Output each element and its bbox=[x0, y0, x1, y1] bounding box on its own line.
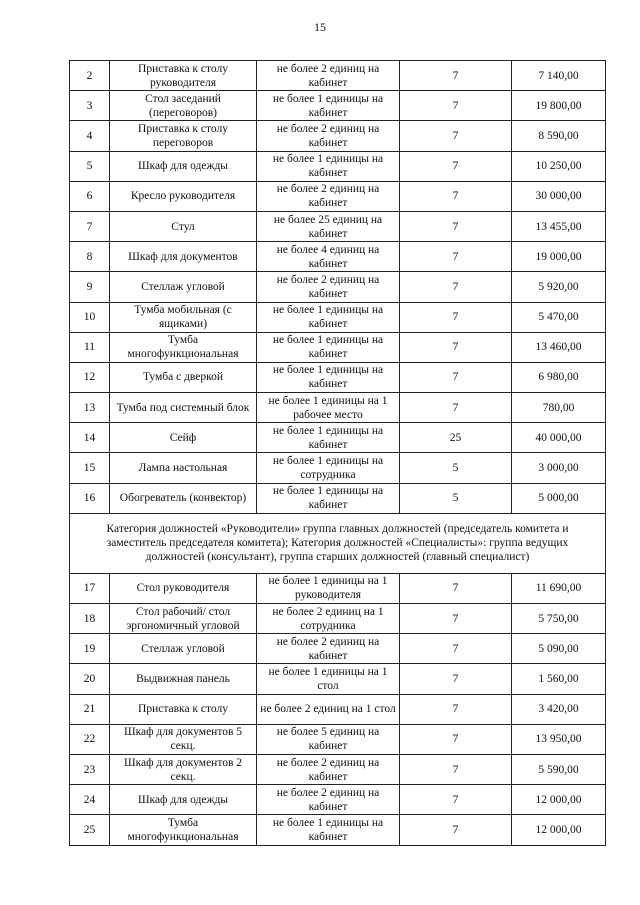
cell-price: 5 090,00 bbox=[512, 634, 606, 664]
table-row bbox=[70, 181, 606, 211]
cell-quantity-limit: не более 2 единиц на кабинет bbox=[257, 61, 400, 91]
cell-quantity-limit: не более 2 единиц на кабинет bbox=[257, 785, 400, 815]
cell-number: 2 bbox=[70, 61, 110, 91]
cell-number: 3 bbox=[70, 91, 110, 121]
category-section bbox=[70, 513, 606, 573]
cell-quantity-limit: не более 2 единиц на 1 сотрудника bbox=[257, 604, 400, 634]
cell-quantity-limit: не более 1 единицы на кабинет bbox=[257, 332, 400, 362]
table-row bbox=[70, 91, 606, 121]
table-row bbox=[70, 332, 606, 362]
cell-service-years: 7 bbox=[400, 785, 512, 815]
cell-price: 5 470,00 bbox=[512, 302, 606, 332]
table-row bbox=[70, 151, 606, 181]
cell-quantity-limit: не более 2 единиц на кабинет bbox=[257, 121, 400, 151]
cell-item-name: Тумба многофункциональная bbox=[110, 332, 257, 362]
table-row bbox=[70, 121, 606, 151]
cell-quantity-limit: не более 1 единицы на 1 руководителя bbox=[257, 573, 400, 603]
cell-number: 18 bbox=[70, 604, 110, 634]
cell-price: 3 420,00 bbox=[512, 694, 606, 724]
cell-service-years: 7 bbox=[400, 634, 512, 664]
cell-price: 5 590,00 bbox=[512, 754, 606, 784]
cell-price: 12 000,00 bbox=[512, 785, 606, 815]
cell-quantity-limit: не более 1 единицы на кабинет bbox=[257, 302, 400, 332]
cell-quantity-limit: не более 1 единицы на сотрудника bbox=[257, 453, 400, 483]
table-row bbox=[70, 664, 606, 694]
cell-price: 780,00 bbox=[512, 393, 606, 423]
cell-item-name: Сейф bbox=[110, 423, 257, 453]
cell-item-name: Приставка к столу bbox=[110, 694, 257, 724]
cell-number: 12 bbox=[70, 362, 110, 392]
cell-service-years: 5 bbox=[400, 453, 512, 483]
cell-number: 7 bbox=[70, 211, 110, 241]
cell-number: 8 bbox=[70, 242, 110, 272]
table-section-b bbox=[70, 573, 606, 845]
table-row bbox=[70, 272, 606, 302]
cell-number: 16 bbox=[70, 483, 110, 513]
cell-price: 30 000,00 bbox=[512, 181, 606, 211]
cell-item-name: Тумба мобильная (с ящиками) bbox=[110, 302, 257, 332]
table-row bbox=[70, 483, 606, 513]
cell-item-name: Стеллаж угловой bbox=[110, 272, 257, 302]
cell-number: 4 bbox=[70, 121, 110, 151]
cell-number: 13 bbox=[70, 393, 110, 423]
cell-number: 22 bbox=[70, 724, 110, 754]
cell-price: 5 750,00 bbox=[512, 604, 606, 634]
cell-price: 3 000,00 bbox=[512, 453, 606, 483]
table-row bbox=[70, 362, 606, 392]
cell-item-name: Стол заседаний (переговоров) bbox=[110, 91, 257, 121]
cell-service-years: 7 bbox=[400, 242, 512, 272]
cell-number: 21 bbox=[70, 694, 110, 724]
cell-quantity-limit: не более 1 единицы на кабинет bbox=[257, 815, 400, 845]
cell-service-years: 7 bbox=[400, 573, 512, 603]
cell-price: 10 250,00 bbox=[512, 151, 606, 181]
cell-item-name: Стол рабочий/ стол эргономичный угловой bbox=[110, 604, 257, 634]
cell-quantity-limit: не более 2 единиц на кабинет bbox=[257, 754, 400, 784]
cell-service-years: 7 bbox=[400, 664, 512, 694]
table-row bbox=[70, 61, 606, 91]
cell-item-name: Тумба под системный блок bbox=[110, 393, 257, 423]
cell-service-years: 7 bbox=[400, 181, 512, 211]
cell-price: 13 460,00 bbox=[512, 332, 606, 362]
cell-number: 10 bbox=[70, 302, 110, 332]
cell-number: 23 bbox=[70, 754, 110, 784]
cell-item-name: Шкаф для документов 5 секц. bbox=[110, 724, 257, 754]
table-row bbox=[70, 242, 606, 272]
cell-quantity-limit: не более 2 единиц на кабинет bbox=[257, 181, 400, 211]
cell-service-years: 7 bbox=[400, 302, 512, 332]
table-row bbox=[70, 302, 606, 332]
cell-service-years: 7 bbox=[400, 151, 512, 181]
cell-number: 11 bbox=[70, 332, 110, 362]
cell-service-years: 25 bbox=[400, 423, 512, 453]
cell-service-years: 5 bbox=[400, 483, 512, 513]
table-row bbox=[70, 211, 606, 241]
cell-service-years: 7 bbox=[400, 61, 512, 91]
cell-price: 5 920,00 bbox=[512, 272, 606, 302]
table-row bbox=[70, 694, 606, 724]
cell-number: 15 bbox=[70, 453, 110, 483]
cell-price: 8 590,00 bbox=[512, 121, 606, 151]
cell-quantity-limit: не более 1 единицы на 1 стол bbox=[257, 664, 400, 694]
cell-item-name: Шкаф для одежды bbox=[110, 785, 257, 815]
cell-service-years: 7 bbox=[400, 815, 512, 845]
cell-quantity-limit: не более 1 единицы на кабинет bbox=[257, 362, 400, 392]
cell-item-name: Тумба многофункциональная bbox=[110, 815, 257, 845]
cell-quantity-limit: не более 5 единиц на кабинет bbox=[257, 724, 400, 754]
cell-item-name: Тумба с дверкой bbox=[110, 362, 257, 392]
table-row bbox=[70, 423, 606, 453]
cell-service-years: 7 bbox=[400, 332, 512, 362]
cell-item-name: Кресло руководителя bbox=[110, 181, 257, 211]
table-row bbox=[70, 785, 606, 815]
cell-price: 1 560,00 bbox=[512, 664, 606, 694]
cell-service-years: 7 bbox=[400, 604, 512, 634]
cell-item-name: Стул bbox=[110, 211, 257, 241]
cell-quantity-limit: не более 4 единиц на кабинет bbox=[257, 242, 400, 272]
cell-service-years: 7 bbox=[400, 393, 512, 423]
cell-quantity-limit: не более 25 единиц на кабинет bbox=[257, 211, 400, 241]
cell-number: 25 bbox=[70, 815, 110, 845]
cell-number: 14 bbox=[70, 423, 110, 453]
cell-quantity-limit: не более 1 единицы на кабинет bbox=[257, 151, 400, 181]
cell-price: 13 455,00 bbox=[512, 211, 606, 241]
table-row bbox=[70, 634, 606, 664]
cell-price: 7 140,00 bbox=[512, 61, 606, 91]
table-row bbox=[70, 453, 606, 483]
cell-item-name: Шкаф для документов bbox=[110, 242, 257, 272]
cell-item-name: Лампа настольная bbox=[110, 453, 257, 483]
table-row bbox=[70, 573, 606, 603]
cell-price: 11 690,00 bbox=[512, 573, 606, 603]
cell-service-years: 7 bbox=[400, 121, 512, 151]
cell-service-years: 7 bbox=[400, 211, 512, 241]
cell-quantity-limit: не более 1 единицы на кабинет bbox=[257, 423, 400, 453]
cell-price: 40 000,00 bbox=[512, 423, 606, 453]
cell-item-name: Стол руководителя bbox=[110, 573, 257, 603]
cell-number: 24 bbox=[70, 785, 110, 815]
table-section-a bbox=[70, 61, 606, 514]
table-row bbox=[70, 724, 606, 754]
table-row bbox=[70, 604, 606, 634]
table-row bbox=[70, 815, 606, 845]
cell-number: 5 bbox=[70, 151, 110, 181]
cell-item-name: Шкаф для одежды bbox=[110, 151, 257, 181]
cell-price: 5 000,00 bbox=[512, 483, 606, 513]
furniture-norms-table bbox=[69, 60, 606, 846]
cell-quantity-limit: не более 1 единицы на кабинет bbox=[257, 91, 400, 121]
cell-service-years: 7 bbox=[400, 91, 512, 121]
cell-item-name: Выдвижная панель bbox=[110, 664, 257, 694]
cell-service-years: 7 bbox=[400, 272, 512, 302]
cell-item-name: Стеллаж угловой bbox=[110, 634, 257, 664]
cell-item-name: Приставка к столу переговоров bbox=[110, 121, 257, 151]
cell-quantity-limit: не более 1 единицы на кабинет bbox=[257, 483, 400, 513]
cell-price: 19 800,00 bbox=[512, 91, 606, 121]
cell-price: 19 000,00 bbox=[512, 242, 606, 272]
cell-item-name: Шкаф для документов 2 секц. bbox=[110, 754, 257, 784]
cell-number: 20 bbox=[70, 664, 110, 694]
category-text: Категория должностей «Руководители» группа главных должностей (председатель комитета и заместитель председателя комитета); Категория должностей «Специалисты»: группа ведущих должностей (консультант), группа старших должностей (главный специалист) bbox=[70, 513, 606, 573]
cell-item-name: Обогреватель (конвектор) bbox=[110, 483, 257, 513]
cell-service-years: 7 bbox=[400, 694, 512, 724]
cell-quantity-limit: не более 2 единиц на 1 стол bbox=[257, 694, 400, 724]
cell-quantity-limit: не более 2 единиц на кабинет bbox=[257, 634, 400, 664]
cell-quantity-limit: не более 1 единицы на 1 рабочее место bbox=[257, 393, 400, 423]
cell-number: 17 bbox=[70, 573, 110, 603]
cell-number: 6 bbox=[70, 181, 110, 211]
page-number: 15 bbox=[314, 20, 326, 34]
cell-price: 13 950,00 bbox=[512, 724, 606, 754]
cell-price: 6 980,00 bbox=[512, 362, 606, 392]
category-row bbox=[70, 513, 606, 573]
cell-service-years: 7 bbox=[400, 754, 512, 784]
cell-service-years: 7 bbox=[400, 724, 512, 754]
cell-service-years: 7 bbox=[400, 362, 512, 392]
table-row bbox=[70, 393, 606, 423]
cell-quantity-limit: не более 2 единиц на кабинет bbox=[257, 272, 400, 302]
table-row bbox=[70, 754, 606, 784]
cell-price: 12 000,00 bbox=[512, 815, 606, 845]
cell-number: 9 bbox=[70, 272, 110, 302]
cell-item-name: Приставка к столу руководителя bbox=[110, 61, 257, 91]
cell-number: 19 bbox=[70, 634, 110, 664]
